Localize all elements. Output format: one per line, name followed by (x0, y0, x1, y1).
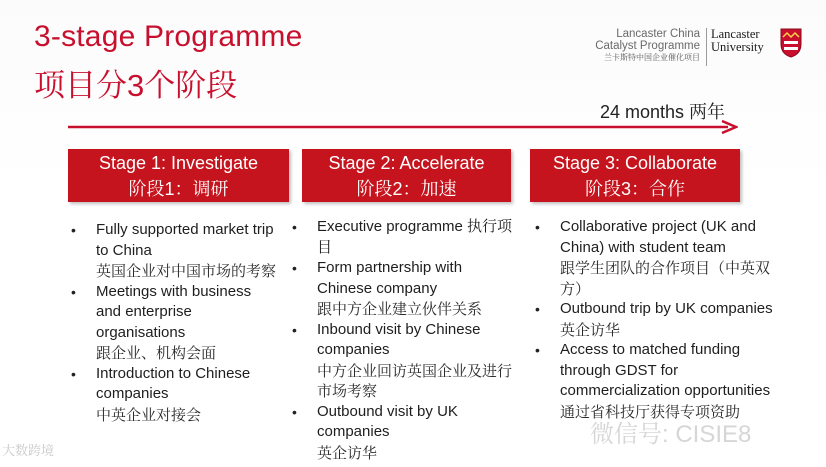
catalyst-programme-logo (582, 28, 700, 63)
catalyst-line1: Lancaster China (616, 28, 700, 40)
timeline-arrow (68, 120, 738, 134)
university-line1: Lancaster (711, 27, 760, 41)
stage-3-box (530, 149, 740, 202)
university-line2: University (711, 40, 764, 55)
list-item: • Fully supported market trip to China 英国企业对中国市场的考察 (69, 220, 279, 282)
logo-divider (706, 28, 707, 66)
lancaster-university-logo (711, 28, 781, 54)
logo-block (582, 28, 812, 72)
catalyst-line2: Catalyst Programme (595, 40, 700, 53)
list-item: • Outbound trip by UK companies 英企访华 (533, 299, 791, 340)
catalyst-chinese: 兰卡斯特中国企业催化项目 (604, 53, 700, 63)
stage-2-list (290, 217, 520, 463)
stage-3-list (533, 217, 791, 422)
stage-3-title-en: Stage 3: Collaborate (552, 153, 718, 173)
stage-1-title-en: Stage 1: Investigate (98, 153, 259, 173)
list-item: • Inbound visit by Chinese companies 中方企业回访英国企业及进行市场考察 (290, 320, 520, 402)
stage-3-title-zh: 阶段3：合作 (584, 179, 685, 199)
timeline-label: 24 months 两年 (600, 102, 726, 122)
stage-2-title-zh: 阶段2：加速 (356, 179, 457, 199)
stage-1-list (69, 220, 279, 425)
list-item: • Introduction to Chinese companies 中英企业对接会 (69, 364, 279, 426)
list-item: • Collaborative project (UK and China) with student team 跟学生团队的合作项目（中英双方） (533, 217, 791, 299)
list-item: • Outbound visit by UK companies 英企访华 (290, 402, 520, 464)
title-english: 3-stage Programme (34, 20, 303, 53)
stage-1-title-zh: 阶段1：调研 (128, 179, 229, 199)
stage-2-box (302, 149, 511, 202)
watermark-left: 大数跨境 (2, 443, 55, 458)
list-item: • Executive programme 执行项目 (290, 217, 520, 258)
university-crest-icon (780, 28, 802, 58)
list-item: • Meetings with business and enterprise organisations 跟企业、机构会面 (69, 282, 279, 364)
title-chinese: 项目分3个阶段 (34, 68, 238, 103)
list-item: • Access to matched funding through GDST for commercialization opportunities 通过省科技厅获得专项资助 (533, 340, 791, 422)
list-item: • Form partnership with Chinese company 跟中方企业建立伙伴关系 (290, 258, 520, 320)
watermark-right: 微信号: CISIE8 (590, 421, 752, 448)
stage-2-title-en: Stage 2: Accelerate (328, 153, 485, 173)
stage-1-box (68, 149, 289, 202)
